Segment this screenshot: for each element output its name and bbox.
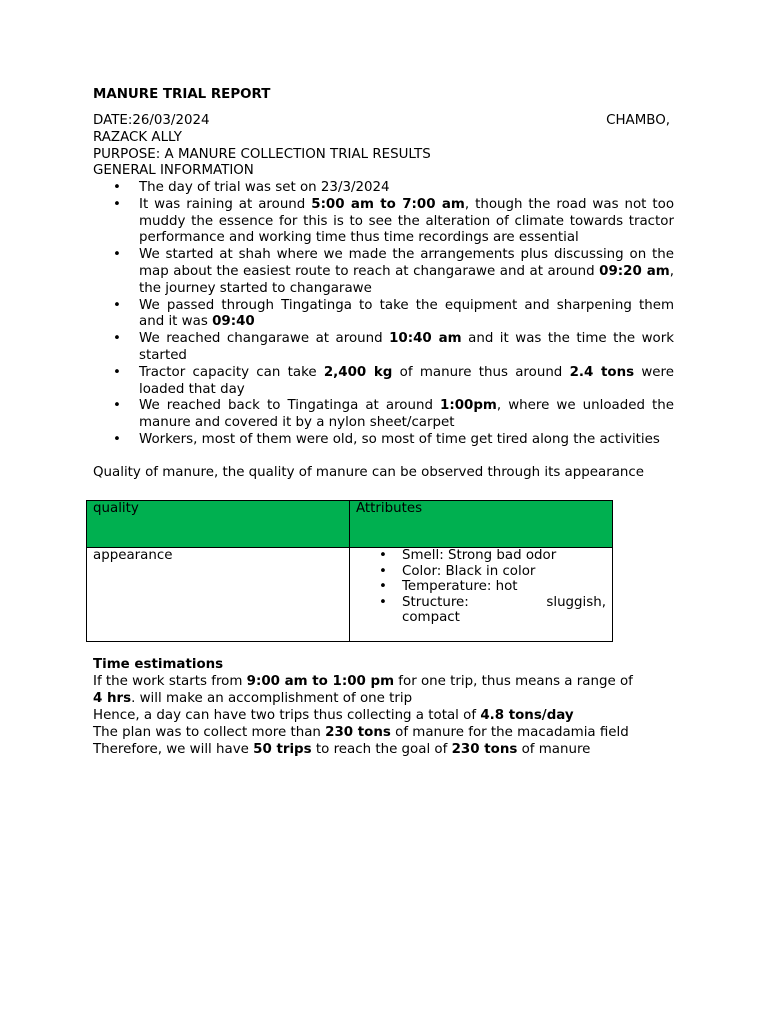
time-line-5: Therefore, we will have 50 trips to reach the goal of 230 tons of manure [93, 742, 591, 757]
bullet-icon: • [113, 247, 121, 263]
bullet-icon: • [113, 297, 121, 313]
structure-row: Structure: sluggish, [402, 594, 606, 610]
attributes-cell [350, 548, 613, 642]
list-item [356, 595, 606, 626]
time-estimations-heading: Time estimations [93, 657, 224, 672]
quality-intro: Quality of manure, the quality of manure can be observed through its appearance [93, 465, 645, 480]
report-author: RAZACK ALLY [93, 130, 182, 145]
list-item: • Temperature: hot [379, 579, 518, 595]
list-item: • Smell: Strong bad odor [379, 548, 557, 563]
time-line-4: The plan was to collect more than 230 tons of manure for the macadamia field [93, 725, 629, 740]
bullet-icon: • [113, 196, 121, 212]
time-line-3: Hence, a day can have two trips thus collecting a total of 4.8 tons/day [93, 708, 574, 723]
time-line-1: If the work starts from 9:00 am to 1:00 pm for one trip, thus means a range of [93, 674, 633, 689]
quality-table [86, 500, 613, 642]
table-header-row [87, 501, 613, 548]
list-item: • We reached back to Tingatinga at around 1:00pm, where we unloaded the manure and covered it by a nylon sheet/carpet [113, 398, 674, 431]
attributes-list [356, 548, 606, 626]
report-date: DATE:26/03/2024 [93, 113, 210, 128]
bullet-icon: • [113, 398, 121, 414]
list-item: • The day of trial was set on 23/3/2024 [113, 180, 390, 195]
bullet-icon: • [113, 364, 121, 380]
list-item: • We reached changarawe at around 10:40 am and it was the time the work started [113, 331, 675, 363]
header-attributes: Attributes [350, 501, 613, 548]
header-quality: quality [87, 501, 350, 548]
bullet-icon: • [379, 563, 387, 579]
structure-continuation: compact [402, 610, 460, 626]
bullet-icon: • [379, 548, 387, 563]
list-item: • Workers, most of them were old, so most of time get tired along the activities [113, 431, 660, 447]
list-item: • Tractor capacity can take 2,400 kg of manure thus around 2.4 tons were loaded that day [113, 364, 674, 397]
list-item: • Color: Black in color [379, 563, 536, 579]
report-purpose: PURPOSE: A MANURE COLLECTION TRIAL RESULTS [93, 147, 431, 162]
general-info-list [93, 180, 674, 449]
time-line-2: 4 hrs. will make an accomplishment of one trip [93, 691, 413, 706]
bullet-icon: • [379, 594, 387, 610]
list-item: • We started at shah where we made the arrangements plus discussing on the map about the easiest route to reach at changarawe and at around 09:20 am, the journey started to changarawe [113, 247, 674, 296]
list-item: • We passed through Tingatinga to take the equipment and sharpening them and it was 09:40 [113, 297, 674, 330]
bullet-icon: • [113, 180, 121, 195]
row-label-appearance: appearance [87, 548, 350, 642]
report-title: MANURE TRIAL REPORT [93, 87, 271, 102]
report-location: CHAMBO, [606, 113, 670, 128]
table-row [87, 548, 613, 642]
bullet-icon: • [113, 431, 121, 447]
date-line [93, 113, 674, 130]
list-item: • It was raining at around 5:00 am to 7:00 am, though the road was not too muddy the essence for this is to see the alteration of climate towards tractor performance and working time thus time recordings are essential [113, 196, 675, 246]
general-info-heading: GENERAL INFORMATION [93, 163, 254, 178]
bullet-icon: • [379, 579, 387, 595]
bullet-icon: • [113, 331, 121, 347]
